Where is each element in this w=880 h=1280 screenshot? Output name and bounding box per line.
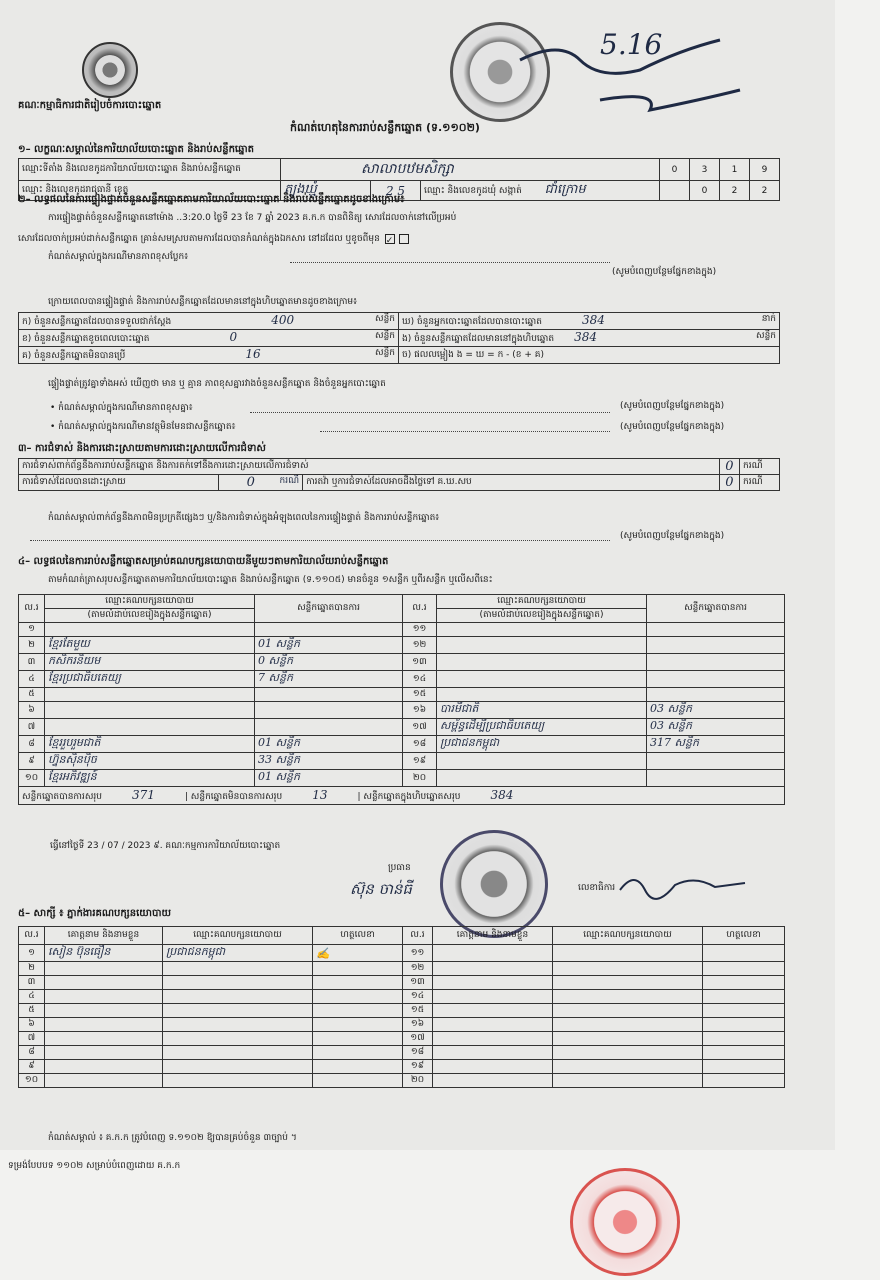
party-votes	[647, 753, 785, 770]
witness-party: ប្រជាជនកម្ពុជា	[163, 945, 313, 962]
province-value: ត្បូងឃ្មុំ	[281, 181, 371, 201]
witness-party	[163, 1060, 313, 1074]
witness-signature	[313, 1060, 403, 1074]
party-no: ៨	[19, 736, 45, 753]
broken-checkbox[interactable]	[399, 234, 409, 244]
party-name: ខ្មែរតែមួយ	[45, 637, 255, 654]
witness-no: ១៥	[403, 1004, 433, 1018]
table-row	[19, 702, 785, 719]
party-no: ៣	[19, 654, 45, 671]
witness-no: ៩	[19, 1060, 45, 1074]
witness-party	[553, 990, 703, 1004]
section-1-title: ១– លក្ខណៈសម្គាល់នៃការិយាល័យបោះឆ្នោត និងរាប់សន្លឹកឆ្នោត	[18, 144, 254, 155]
witness-no: ៥	[19, 1004, 45, 1018]
intact-checkbox[interactable]: ✓	[385, 235, 394, 246]
table-row	[19, 976, 785, 990]
witness-party	[163, 1004, 313, 1018]
party-name: ខ្មែរអភិវឌ្ឍន៍	[45, 770, 255, 787]
party-votes: 01 សន្លឹក	[255, 736, 403, 753]
col-party: ឈ្មោះគណបក្សនយោបាយ	[437, 595, 647, 609]
witness-name	[433, 1018, 553, 1032]
col-name: គោត្តនាម និងនាមខ្លួន	[433, 927, 553, 945]
col-party: ឈ្មោះគណបក្សនយោបាយ	[553, 927, 703, 945]
party-name	[45, 623, 255, 637]
party-no: ១៣	[403, 654, 437, 671]
col-party: ឈ្មោះគណបក្សនយោបាយ	[163, 927, 313, 945]
party-name	[45, 719, 255, 736]
location-value: សាលាបឋមសិក្សា	[281, 159, 660, 181]
party-name: សម្ព័ន្ធដើម្បីប្រជាធិបតេយ្យ	[437, 719, 647, 736]
party-no: ៧	[19, 719, 45, 736]
col-sig: ហត្ថលេខា	[703, 927, 785, 945]
witness-name	[45, 1018, 163, 1032]
document-title: កំណត់ហេតុនៃការរាប់សន្លឹកឆ្នោត (ទ.១១០២)	[290, 121, 480, 134]
party-no: ១១	[403, 623, 437, 637]
witness-name	[433, 976, 553, 990]
table-row	[19, 1074, 785, 1088]
witness-name	[433, 1060, 553, 1074]
date-line: ធ្វើនៅថ្ងៃទី 23 / 07 / 2023 ៩. គណៈកម្មការការិយាល័យបោះឆ្នោត	[50, 841, 281, 851]
table-row	[19, 962, 785, 976]
witness-signature	[313, 1004, 403, 1018]
witness-signature: ✍	[313, 945, 403, 962]
col-name: គោត្តនាម និងនាមខ្លួន	[45, 927, 163, 945]
bullet-object: • កំណត់សម្គាល់ក្នុងករណីមានវត្ថុមិនមែនជាសន្លឹកឆ្នោត៖	[50, 422, 236, 432]
fill-note-2: (សូមបំពេញបន្ថែមផ្នែកខាងក្នុង)	[620, 401, 725, 411]
section-4-title: ៤– លទ្ធផលនៃការរាប់សន្លឹកឆ្នោតសម្រាប់គណបក្សនយោបាយនីមួយៗតាមការិយាល័យរាប់សន្លឹកឆ្នោត	[18, 556, 389, 567]
code-digit: 9	[750, 159, 780, 181]
party-name	[437, 623, 647, 637]
witness-signature	[313, 1046, 403, 1060]
section-3-title: ៣– ការជំទាស់ និងការដោះស្រាយតាមការដោះស្រាយលើការជំទាស់	[18, 443, 266, 454]
col-no: ល.រ	[19, 595, 45, 623]
witness-name	[433, 945, 553, 962]
party-votes	[255, 688, 403, 702]
witness-party	[553, 1018, 703, 1032]
table-row	[19, 736, 785, 753]
party-name	[45, 702, 255, 719]
witness-signature	[703, 945, 785, 962]
party-name: ខ្មែររួបរួមជាតិ	[45, 736, 255, 753]
party-no: ៩	[19, 753, 45, 770]
witness-party	[553, 1074, 703, 1088]
party-name	[437, 753, 647, 770]
emblem-logo	[82, 42, 138, 98]
complaint-row-2: ការជំទាស់ដែលបានដោះស្រាយ	[19, 475, 219, 491]
table-row	[19, 1046, 785, 1060]
party-name	[437, 770, 647, 787]
witness-signature	[313, 1018, 403, 1032]
match-text: ផ្ទៀងផ្ទាត់ត្រូវគ្នាទាំងអស់ ឃើញថា មាន ឬ គ្មាន ភាពខុសគ្នារវាងចំនួនសន្លឹកឆ្នោត និងចំនួនអ្នកបោះឆ្នោត	[48, 379, 386, 389]
stamp-note: 5.16	[600, 28, 663, 61]
witness-name	[433, 990, 553, 1004]
party-no: ១៧	[403, 719, 437, 736]
code-digit: 1	[720, 159, 750, 181]
witness-no: ១២	[403, 962, 433, 976]
party-no: ៦	[19, 702, 45, 719]
note-1-line	[290, 262, 610, 263]
commune-label: ឈ្មោះ និងលេខកូដឃុំ សង្កាត់ ជាំក្រោម	[421, 181, 660, 201]
complaint-count-1: 0	[719, 459, 739, 475]
code-digit: 0	[660, 159, 690, 181]
witness-name	[45, 962, 163, 976]
party-votes: 01 សន្លឹក	[255, 770, 403, 787]
complaint-row-3: ការតវ៉ា ឬការជំទាស់ដែលអាចដឹងថ្លៃទៅ គ.ឃ.សប	[303, 475, 720, 491]
witness-signature	[313, 990, 403, 1004]
witness-no: ១៨	[403, 1046, 433, 1060]
witness-party	[163, 990, 313, 1004]
col-party-sub: (តាមលំដាប់លេខរៀងក្នុងសន្លឹកឆ្នោត)	[45, 609, 255, 623]
count-table	[18, 312, 780, 364]
witness-party	[553, 962, 703, 976]
col-no: ល.រ	[403, 927, 433, 945]
table-row	[19, 990, 785, 1004]
table-row	[19, 1018, 785, 1032]
witness-no: ១០	[19, 1074, 45, 1088]
witness-signature	[703, 1032, 785, 1046]
col-votes: សន្លឹកឆ្នោតបានការ	[255, 595, 403, 623]
fill-note-4: (សូមបំពេញបន្ថែមផ្នែកខាងក្នុង)	[620, 531, 725, 541]
witness-party	[163, 976, 313, 990]
party-no: ២០	[403, 770, 437, 787]
case-unit: ករណី	[740, 459, 780, 475]
table-row	[19, 637, 785, 654]
complaint-table	[18, 458, 780, 491]
section-2-title: ២– លទ្ធផលនៃការផ្ទៀងផ្ទាត់ចំនួនសន្លឹកឆ្នោតតាមការិយាល័យបោះឆ្នោត និងរាប់សន្លឹកឆ្នោតដូចខាងក្រោម៖	[18, 194, 405, 205]
count-intro: ក្រោយពេលបានផ្ទៀងផ្ទាត់ និងការរាប់សន្លឹកឆ្នោតដែលមាននៅក្នុងហិបឆ្នោតមានដូចខាងក្រោម៖	[48, 297, 358, 307]
party-no: ១៤	[403, 671, 437, 688]
witness-name	[45, 1004, 163, 1018]
chair-signature: ស៊ុន ចាន់ធី	[350, 880, 412, 898]
witness-signature	[313, 1032, 403, 1046]
col-sig: ហត្ថលេខា	[313, 927, 403, 945]
witness-party	[553, 945, 703, 962]
table-row	[19, 1032, 785, 1046]
col-votes: សន្លឹកឆ្នោតបានការ	[647, 595, 785, 623]
witness-table	[18, 926, 785, 1088]
witness-name	[45, 1060, 163, 1074]
witness-signature	[703, 1018, 785, 1032]
witness-no: ៨	[19, 1046, 45, 1060]
bullet-diff-line	[250, 412, 610, 413]
party-no: ១០	[19, 770, 45, 787]
result-intro: តាមកំណត់ត្រាសរុបសន្លឹកឆ្នោតតាមការិយាល័យបោះឆ្នោត និងរាប់សន្លឹកឆ្នោត (ទ.១១០៥) មានចំនួន ១សន្លឹក ឬពីរសន្លឹក ឬលើសពីនេះ	[48, 575, 493, 585]
party-no: ១៨	[403, 736, 437, 753]
complaint-note: កំណត់សម្គាល់ពាក់ព័ន្ធនឹងភាពមិនប្រក្រតីផ្សេងៗ ឬ/និងការជំទាស់ក្នុងអំឡុងពេលនៃការផ្ទៀងផ្ទាត់ និងការរាប់សន្លឹកឆ្នោត៖	[48, 513, 440, 523]
party-no: ៤	[19, 671, 45, 688]
witness-party	[163, 1032, 313, 1046]
party-name	[437, 671, 647, 688]
table-row	[19, 654, 785, 671]
witness-no: ៣	[19, 976, 45, 990]
party-name: ហ្វ៊ុនស៊ិនប៉ិច	[45, 753, 255, 770]
secretary-label: លេខាធិការ	[578, 883, 616, 893]
witness-no: ៤	[19, 990, 45, 1004]
witness-signature	[313, 1074, 403, 1088]
witness-name	[45, 1074, 163, 1088]
col-no: ល.រ	[403, 595, 437, 623]
province-label: ឈ្មោះ និងលេខកូដរាជធានី ខេត្ត	[19, 181, 281, 201]
table-row	[19, 1004, 785, 1018]
witness-party	[553, 1060, 703, 1074]
party-name: ប្រជាជនកម្ពុជា	[437, 736, 647, 753]
witness-no: ២	[19, 962, 45, 976]
table-row	[19, 770, 785, 787]
code-digit: 2	[750, 181, 780, 201]
table-row	[19, 945, 785, 962]
party-name	[437, 637, 647, 654]
witness-no: ២០	[403, 1074, 433, 1088]
party-votes	[255, 623, 403, 637]
commission-seal	[440, 830, 548, 938]
party-no: ២	[19, 637, 45, 654]
witness-party	[163, 1018, 313, 1032]
table-row	[19, 671, 785, 688]
witness-name	[433, 1074, 553, 1088]
table-row	[19, 623, 785, 637]
witness-name	[433, 962, 553, 976]
party-votes	[647, 671, 785, 688]
party-votes	[255, 719, 403, 736]
party-votes: 03 សន្លឹក	[647, 719, 785, 736]
party-name	[437, 688, 647, 702]
witness-no: ១៤	[403, 990, 433, 1004]
party-name	[45, 688, 255, 702]
party-no: ៥	[19, 688, 45, 702]
party-name: កសិករនិយម	[45, 654, 255, 671]
witness-signature	[703, 976, 785, 990]
count-b: ខ) ចំនួនសន្លឹកឆ្នោតខូចពេលបោះឆ្នោត 0 សន្លឹក	[19, 330, 399, 347]
witness-signature	[703, 1046, 785, 1060]
section-5-title: ៥– សាក្សី ៖ ភ្នាក់ងារគណបក្សនយោបាយ	[18, 908, 171, 919]
witness-party	[163, 1074, 313, 1088]
col-no: ល.រ	[19, 927, 45, 945]
table-row	[19, 1060, 785, 1074]
witness-signature	[313, 976, 403, 990]
party-votes: 33 សន្លឹក	[255, 753, 403, 770]
party-votes	[647, 770, 785, 787]
party-votes: 0 សន្លឹក	[255, 654, 403, 671]
witness-signature	[703, 1074, 785, 1088]
case-unit: ករណី	[740, 475, 780, 491]
province-code: 2 5	[371, 181, 421, 201]
lock-text: សោរដែលចាក់ប្រអប់ដាក់សន្លឹកឆ្នោត គ្រាន់សមស្របតាមការដែលបានកំណត់ក្នុងឯកសារ នៅដដែល ឬខូចពីមុន ✓	[18, 233, 411, 245]
col-party: ឈ្មោះគណបក្សនយោបាយ	[45, 595, 255, 609]
witness-name	[433, 1046, 553, 1060]
party-no: ១៩	[403, 753, 437, 770]
witness-name	[433, 1004, 553, 1018]
witness-party	[163, 1046, 313, 1060]
witness-no: ១៦	[403, 1018, 433, 1032]
secretary-signature	[615, 865, 755, 905]
witness-no: ១៧	[403, 1032, 433, 1046]
witness-party	[553, 1004, 703, 1018]
party-votes: 7 សន្លឹក	[255, 671, 403, 688]
note-1-label: កំណត់សម្គាល់ក្នុងករណីមានភាពខុសប្លែក៖	[48, 252, 189, 262]
witness-name: សៀន ប៊ុនធឿន	[45, 945, 163, 962]
verify-time-text: ការផ្ទៀងផ្ទាត់ចំនួនសន្លឹកឆ្នោតនៅម៉ោង ..3:20.0 ថ្ងៃទី 23 ខែ 7 ឆ្នាំ 2023 គ.ក.ក បានពិនិត្យ សោរដែលចាក់នៅលើប្រអប់	[48, 213, 457, 223]
witness-party	[553, 1032, 703, 1046]
witness-note: កំណត់សម្គាល់ ៖ គ.ក.ក ត្រូវបំពេញ ទ.១១០២ ឱ្យបានគ្រប់ចំនួន ៣ច្បាប់ ។	[48, 1133, 297, 1143]
witness-no: ១	[19, 945, 45, 962]
table-row	[19, 719, 785, 736]
complaint-line	[30, 540, 610, 541]
count-e: ង) ចំនួនសន្លឹកឆ្នោតដែលមាននៅក្នុងហិបឆ្នោត 384 សន្លឹក	[399, 330, 780, 347]
witness-signature	[703, 990, 785, 1004]
complaint-count-3: 0	[719, 475, 739, 491]
party-name	[437, 654, 647, 671]
witness-signature	[703, 1060, 785, 1074]
fill-note: (សូមបំពេញបន្ថែមផ្នែកខាងក្នុង)	[612, 267, 717, 277]
bullet-diff: • កំណត់សម្គាល់ក្នុងករណីមានភាពខុសគ្នា៖	[50, 403, 193, 413]
witness-name	[45, 990, 163, 1004]
party-no: ១៦	[403, 702, 437, 719]
witness-signature	[313, 962, 403, 976]
complaint-count-2: 0 ករណី	[219, 475, 303, 491]
fill-note-3: (សូមបំពេញបន្ថែមផ្នែកខាងក្នុង)	[620, 422, 725, 432]
bullet-object-line	[320, 431, 610, 432]
red-seal	[570, 1168, 680, 1276]
table-row	[19, 688, 785, 702]
witness-name	[433, 1032, 553, 1046]
top-signature	[500, 30, 770, 130]
code-digit: 0	[690, 181, 720, 201]
code-digit: 2	[720, 181, 750, 201]
location-label: ឈ្មោះទីតាំង និងលេខកូដការិយាល័យបោះឆ្នោត និងរាប់សន្លឹកឆ្នោត	[19, 159, 281, 181]
witness-party	[163, 962, 313, 976]
witness-name	[45, 1046, 163, 1060]
col-party-sub: (តាមលំដាប់លេខរៀងក្នុងសន្លឹកឆ្នោត)	[437, 609, 647, 623]
party-no: ១	[19, 623, 45, 637]
witness-no: ១១	[403, 945, 433, 962]
witness-party	[553, 1046, 703, 1060]
party-no: ១៥	[403, 688, 437, 702]
party-votes	[647, 688, 785, 702]
witness-signature	[703, 962, 785, 976]
witness-name	[45, 976, 163, 990]
party-votes	[647, 637, 785, 654]
code-digit: 3	[690, 159, 720, 181]
witness-party	[553, 976, 703, 990]
party-name: បារមីជាតិ	[437, 702, 647, 719]
party-votes: 317 សន្លឹក	[647, 736, 785, 753]
complaint-row-1: ការជំទាស់ពាក់ព័ន្ធនឹងការរាប់សន្លឹកឆ្នោត និងការតក់ទៅនឹងការដោះស្រាយលើការជំទាស់	[19, 459, 720, 475]
chair-label: ប្រធាន	[388, 863, 411, 873]
witness-no: ៦	[19, 1018, 45, 1032]
form-footer: ទម្រង់បែបបទ ១១០២ សម្រាប់បំពេញដោយ គ.ក.ក	[8, 1161, 181, 1171]
count-c: គ) ចំនួនសន្លឹកឆ្នោតមិនបានប្រើ 16 សន្លឹក	[19, 347, 399, 364]
party-name: ខ្មែរប្រជាធិបតេយ្យ	[45, 671, 255, 688]
party-votes	[647, 654, 785, 671]
witness-signature	[703, 1004, 785, 1018]
org-name: គណៈកម្មាធិការជាតិរៀបចំការបោះឆ្នោត	[18, 100, 162, 111]
totals-row: សន្លឹកឆ្នោតបានការសរុប 371 | សន្លឹកឆ្នោតមិនបានការសរុប 13 | សន្លឹកឆ្នោតក្នុងហិបឆ្នោតសរុប 384	[19, 787, 785, 805]
table-row	[19, 753, 785, 770]
count-a: ក) ចំនួនសន្លឹកឆ្នោតដែលបានទទួលជាក់ស្តែង 400 សន្លឹក	[19, 313, 399, 330]
count-f: ច) ផលលម្អៀង ង = ឃ = ក - (ខ + គ)	[399, 347, 780, 364]
count-d: ឃ) ចំនួនអ្នកបោះឆ្នោតដែលបានបោះឆ្នោត 384 នាក់	[399, 313, 780, 330]
witness-no: ១៣	[403, 976, 433, 990]
witness-no: ១៩	[403, 1060, 433, 1074]
party-no: ១២	[403, 637, 437, 654]
party-votes: 03 សន្លឹក	[647, 702, 785, 719]
party-votes	[647, 623, 785, 637]
party-votes: 01 សន្លឹក	[255, 637, 403, 654]
witness-name	[45, 1032, 163, 1046]
party-results-table	[18, 594, 785, 805]
party-votes	[255, 702, 403, 719]
witness-no: ៧	[19, 1032, 45, 1046]
